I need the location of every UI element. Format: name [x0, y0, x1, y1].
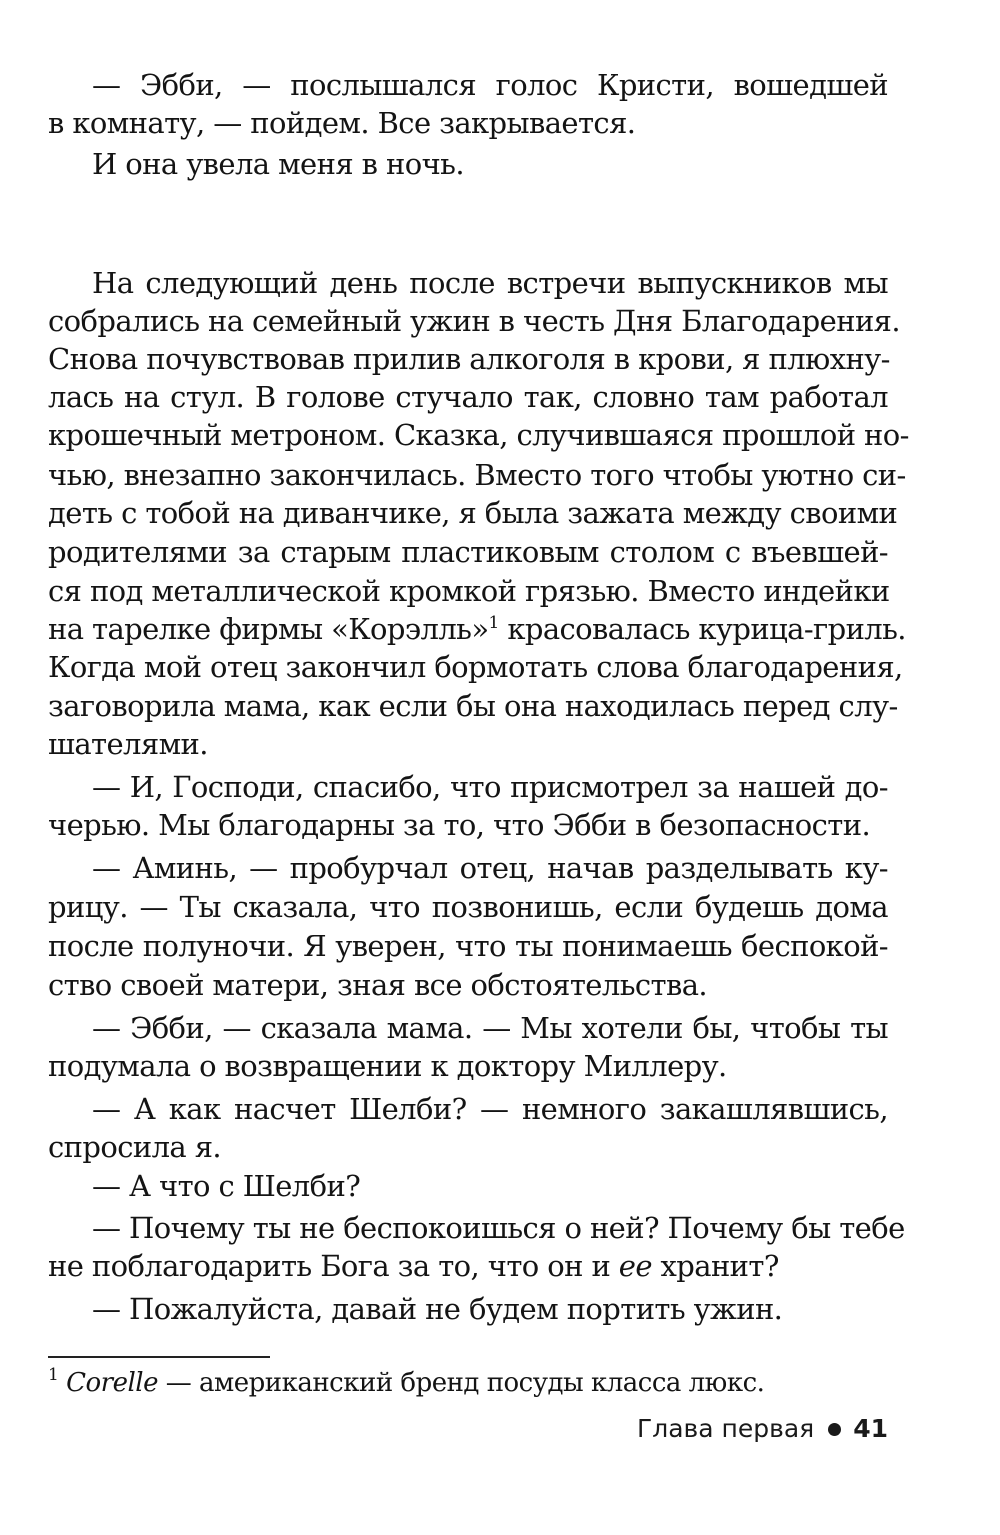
- text-line: в комнату, — пойдем. Все закрывается.: [48, 106, 636, 140]
- text-line: крошечный метроном. Сказка, случившаяся прошлой но-: [48, 418, 909, 452]
- text-line: — Пожалуйста, давай не будем портить ужин.: [92, 1292, 783, 1326]
- text-line: деть с тобой на диванчике, я была зажата между своими: [48, 496, 898, 530]
- bullet-separator-icon: [828, 1423, 841, 1436]
- text-line: после полуночи. Я уверен, что ты понимаешь беспокой-: [48, 929, 888, 963]
- text-line: ся под металлической кромкой грязью. Вместо индейки: [48, 574, 890, 608]
- text-line: рицу. — Ты сказала, что позвонишь, если будешь дома: [48, 890, 888, 924]
- text-segment: красовалась курица-гриль.: [498, 612, 906, 646]
- text-line: — И, Господи, спасибо, что присмотрел за нашей до-: [92, 770, 888, 804]
- text-segment: хранит?: [651, 1249, 779, 1283]
- page-number: 41: [853, 1414, 888, 1443]
- footnote-marker: 1: [48, 1365, 59, 1385]
- footnote: [48, 1366, 764, 1400]
- chapter-title: Глава первая: [636, 1414, 815, 1443]
- text-line: ство своей матери, зная все обстоятельства.: [48, 968, 707, 1002]
- text-line: собрались на семейный ужин в честь Дня Благодарения.: [48, 304, 900, 338]
- text-segment: на тарелке фирмы «Корэлль»: [48, 612, 489, 646]
- text-line: черью. Мы благодарны за то, что Эбби в безопасности.: [48, 808, 871, 842]
- text-line: [48, 610, 906, 648]
- text-line: лась на стул. В голове стучало так, словно там работал: [48, 380, 888, 414]
- footnote-divider: [48, 1356, 270, 1358]
- text-line: — А что с Шелби?: [92, 1169, 361, 1203]
- text-line: — Эбби, — сказала мама. — Мы хотели бы, чтобы ты: [92, 1011, 888, 1045]
- text-segment: не поблагодарить Бога за то, что он и: [48, 1249, 619, 1283]
- text-line: — Почему ты не беспокоишься о ней? Почему бы тебе: [92, 1211, 905, 1245]
- text-line: спросила я.: [48, 1130, 222, 1164]
- text-line: — Эбби, — послышался голос Кристи, вошедшей: [92, 68, 888, 102]
- footnote-text: — американский бренд посуды класса люкс.: [157, 1368, 765, 1398]
- page-footer: [637, 1412, 888, 1446]
- text-line: родителями за старым пластиковым столом с въевшей-: [48, 535, 888, 569]
- text-line: шателями.: [48, 727, 208, 761]
- footnote-brand: Corelle: [66, 1368, 158, 1398]
- text-line: И она увела меня в ночь.: [92, 147, 464, 181]
- text-line: Снова почувствовав прилив алкоголя в крови, я плюхну-: [48, 342, 890, 376]
- text-line: чью, внезапно закончилась. Вместо того чтобы уютно си-: [48, 458, 906, 492]
- text-line: [48, 1247, 888, 1285]
- text-line: — А как насчет Шелби? — немного закашлявшись,: [92, 1092, 888, 1126]
- text-line: подумала о возвращении к доктору Миллеру.: [48, 1049, 727, 1083]
- text-line: заговорила мама, как если бы она находилась перед слу-: [48, 689, 898, 723]
- text-line: — Аминь, — пробурчал отец, начав разделывать ку-: [92, 851, 888, 885]
- footnote-reference: 1: [488, 613, 499, 633]
- text-line: На следующий день после встречи выпускников мы: [92, 266, 888, 300]
- emphasized-word: ее: [618, 1249, 652, 1283]
- text-line: Когда мой отец закончил бормотать слова благодарения,: [48, 650, 903, 684]
